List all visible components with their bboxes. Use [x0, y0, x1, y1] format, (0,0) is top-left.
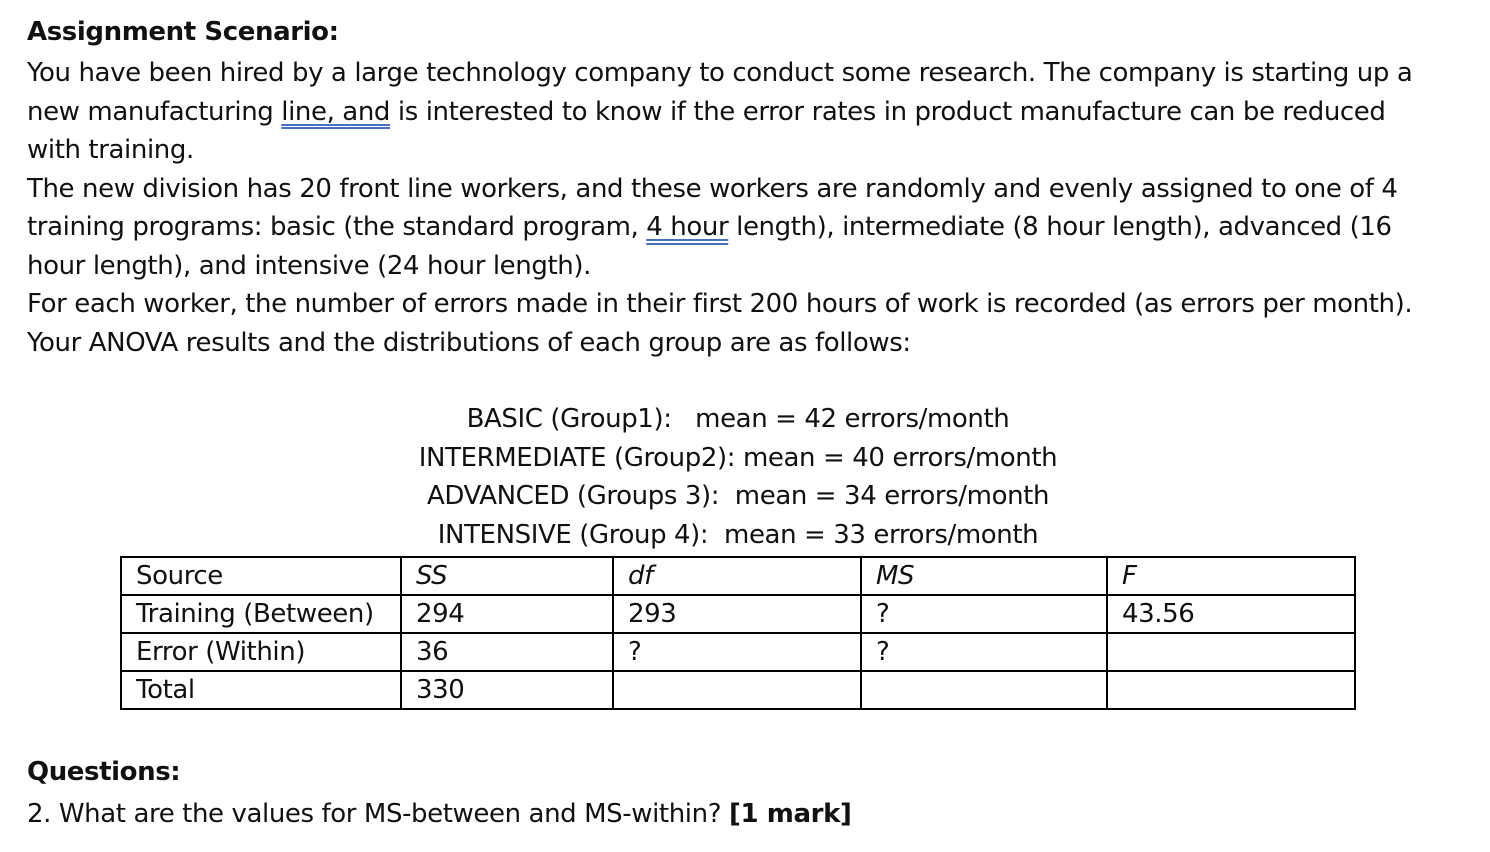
- grammar-flag: line, and: [281, 96, 391, 127]
- group-mean-intensive: INTENSIVE (Group 4): mean = 33 errors/month: [437, 519, 1039, 550]
- text-run: is interested to know if the error rates in product manufacture can be reduced: [390, 96, 1386, 127]
- group-mean-intermediate: INTERMEDIATE (Group2): mean = 40 errors/month: [418, 442, 1058, 473]
- scenario-line: Your ANOVA results and the distributions of each group are as follows:: [27, 327, 911, 358]
- question-2-marks: [1 mark]: [728, 799, 852, 829]
- question-2-text: 2. What are the values for MS-between and MS-within?: [27, 799, 729, 829]
- table-cell: [613, 671, 861, 709]
- questions-heading: Questions:: [27, 757, 181, 787]
- scenario-line: You have been hired by a large technology company to conduct some research. The company is starting up a: [27, 58, 1413, 88]
- table-cell: [1107, 671, 1355, 709]
- table-cell: 294: [401, 595, 613, 633]
- grammar-flag: 4 hour: [646, 212, 729, 242]
- group-means: [0, 400, 1476, 554]
- table-row: [121, 595, 1355, 633]
- group-mean-basic: BASIC (Group1): mean = 42 errors/month: [466, 404, 1010, 434]
- scenario-line: with training.: [27, 135, 194, 165]
- header-source: Source: [121, 557, 401, 595]
- text-run: new manufacturing: [27, 96, 282, 127]
- table-cell: Training (Between): [121, 595, 401, 633]
- text-run: length), intermediate (8 hour length), advanced (16: [728, 212, 1392, 242]
- table-cell: 330: [401, 671, 613, 709]
- table-cell: Error (Within): [121, 633, 401, 671]
- table-cell: [1107, 633, 1355, 671]
- scenario-line: The new division has 20 front line workers, and these workers are randomly and evenly assigned to one of 4: [27, 173, 1398, 204]
- scenario-line: For each worker, the number of errors made in their first 200 hours of work is recorded (as errors per month).: [27, 289, 1413, 319]
- header-f: F: [1107, 557, 1355, 595]
- table-row: [121, 671, 1355, 709]
- text-run: training programs: basic (the standard program,: [27, 212, 647, 242]
- table-cell: Total: [121, 671, 401, 709]
- anova-table: [120, 556, 1356, 710]
- table-row: [121, 633, 1355, 671]
- table-cell: 36: [401, 633, 613, 671]
- table-cell: ?: [861, 633, 1107, 671]
- scenario-heading: Assignment Scenario:: [27, 17, 339, 47]
- scenario-body: [27, 54, 1412, 362]
- scenario-line: hour length), and intensive (24 hour length).: [27, 250, 591, 281]
- scenario-line: [27, 208, 1412, 247]
- table-header-row: [121, 557, 1355, 595]
- question-2: [27, 795, 851, 834]
- header-ss: SS: [401, 557, 613, 595]
- table-cell: ?: [613, 633, 861, 671]
- table-cell: [861, 671, 1107, 709]
- table-cell: 293: [613, 595, 861, 633]
- group-mean-advanced: ADVANCED (Groups 3): mean = 34 errors/month: [426, 481, 1050, 511]
- table-cell: ?: [861, 595, 1107, 633]
- header-df: df: [613, 557, 861, 595]
- scenario-line: [27, 93, 1412, 132]
- table-cell: 43.56: [1107, 595, 1355, 633]
- header-ms: MS: [861, 557, 1107, 595]
